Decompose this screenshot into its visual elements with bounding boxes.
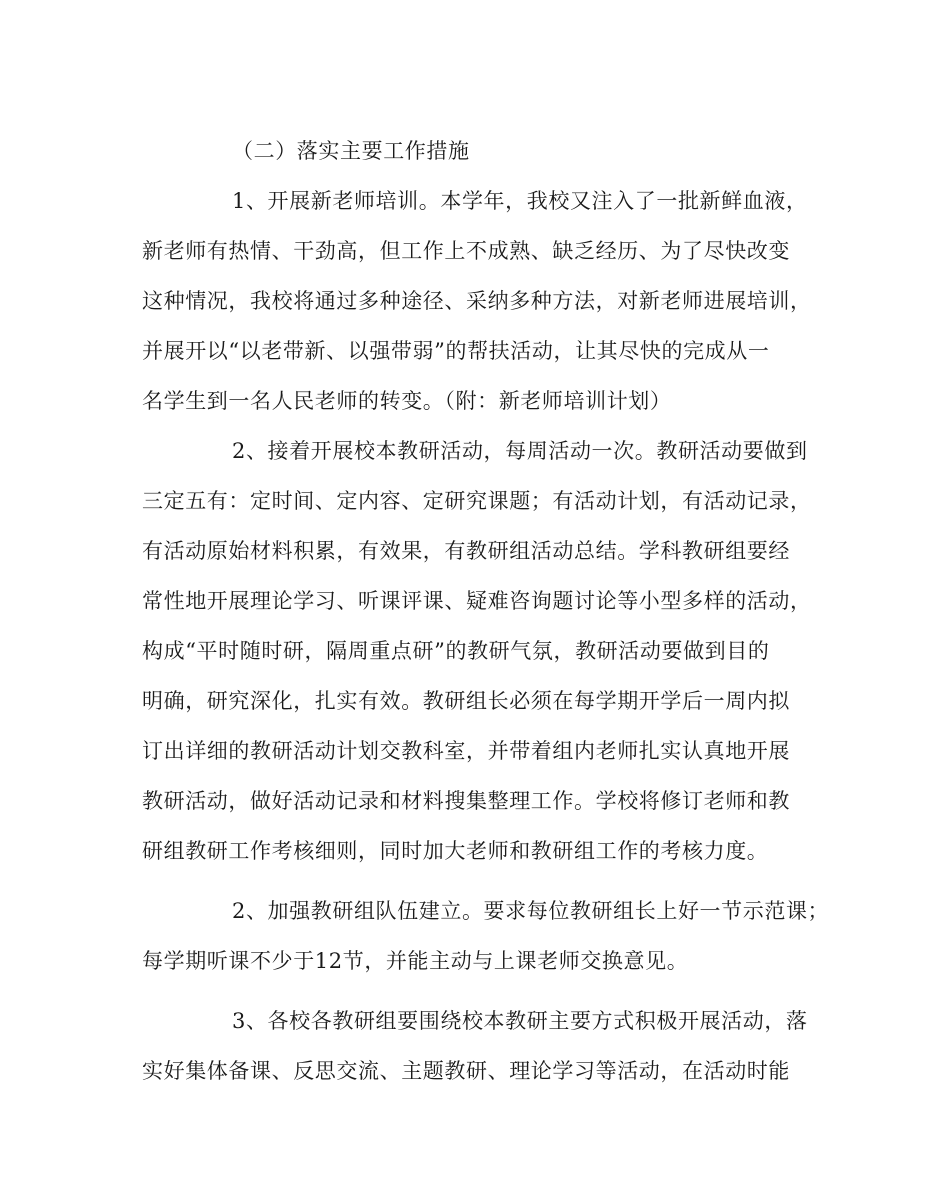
paragraph-line: 明确，研究深化，扎实有效。教研组长必须在每学期开学后一周内拟 [142,689,790,713]
paragraph-line: 每学期听课不少于12节，并能主动与上课老师交换意见。 [142,949,689,973]
paragraph-line: 研组教研工作考核细则，同时加大老师和教研组工作的考核力度。 [142,839,769,863]
paragraph-line: 教研活动，做好活动记录和材料搜集整理工作。学校将修订老师和教 [142,789,790,813]
paragraph-line: 订出详细的教研活动计划交教科室，并带着组内老师扎实认真地开展 [142,739,790,763]
paragraph-line: 名学生到一名人民老师的转变。（附：新老师培训计划） [142,389,672,413]
paragraph-line: 实好集体备课、反思交流、主题教研、理论学习等活动，在活动时能 [142,1059,790,1083]
paragraph-line: 构成“平时随时研，隔周重点研”的教研气氛，教研活动要做到目的 [142,639,770,663]
paragraph-line: 这种情况，我校将通过多种途径、采纳多种方法，对新老师进展培训， [142,289,812,313]
section-heading: （二）落实主要工作措施 [232,139,470,163]
paragraph-line: 3、各校各教研组要围绕校本教研主要方式积极开展活动，落 [232,1009,808,1033]
paragraph-line: 有活动原始材料积累，有效果，有教研组活动总结。学科教研组要经 [142,539,790,563]
paragraph-line: 1、开展新老师培训。本学年，我校又注入了一批新鲜血液， [232,189,808,213]
paragraph-line: 2、接着开展校本教研活动，每周活动一次。教研活动要做到 [232,439,808,463]
paragraph-line: 并展开以“以老带新、以强带弱”的帮扶活动，让其尽快的完成从一 [142,339,770,363]
paragraph-line: 2、加强教研组队伍建立。要求每位教研组长上好一节示范课； [232,899,830,923]
paragraph-line: 新老师有热情、干劲高，但工作上不成熟、缺乏经历、为了尽快改变 [142,239,790,263]
paragraph-line: 三定五有：定时间、定内容、定研究课题；有活动计划，有活动记录， [142,489,812,513]
paragraph-line: 常性地开展理论学习、听课评课、疑难咨询题讨论等小型多样的活动， [142,589,812,613]
